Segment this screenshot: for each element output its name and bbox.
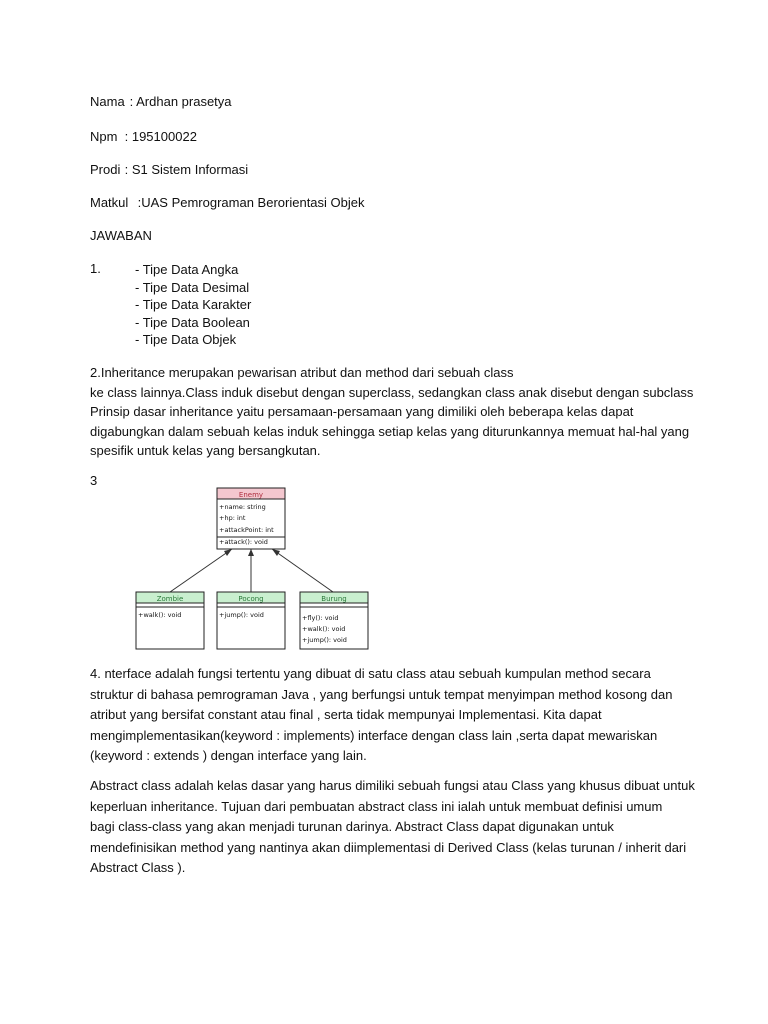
inheritance-arrowheads — [224, 549, 280, 556]
class-zombie-name: Zombie — [156, 595, 184, 603]
matkul-label: Matkul — [90, 195, 129, 210]
abstract-line: mendefinisikan method yang nantinya akan diimplementasi di Derived Class (kelas turunan / inherit dari — [90, 839, 687, 855]
q2-line: Prinsip dasar inheritance yaitu persamaan-persamaan yang dimiliki oleh beberapa kelas dapat — [90, 404, 634, 419]
npm-value: : 195100022 — [124, 129, 197, 144]
prodi-value: : S1 Sistem Informasi — [124, 162, 249, 177]
q1-item: - Tipe Data Desimal — [135, 279, 250, 295]
zombie-inheritance-line — [170, 549, 232, 592]
jawaban-heading: JAWABAN — [90, 228, 152, 243]
abstract-paragraph — [90, 776, 695, 879]
burung-arrowhead — [272, 549, 280, 556]
npm-label: Npm — [90, 129, 118, 144]
class-enemy-name: Enemy — [238, 491, 264, 499]
q4-line: 4. nterface adalah fungsi tertentu yang dibuat di satu class atau sebuah kumpulan method secara — [90, 666, 651, 681]
burung-method: +walk(): void — [302, 625, 346, 633]
q1-number: 1. — [90, 261, 101, 276]
class-pocong — [217, 592, 285, 649]
q4-line: struktur di bahasa pemrograman Java , yang berfungsi untuk tempat menyimpan method kosong dan — [90, 686, 673, 702]
pocong-method: +jump(): void — [219, 611, 264, 619]
pocong-arrowhead — [248, 549, 254, 556]
nama-label: Nama — [90, 94, 125, 109]
q4-line: mengimplementasikan(keyword : implements) interface dengan class lain ,serta dapat mewariskan — [90, 727, 658, 743]
abstract-line: bagi class-class yang akan menjadi turunan darinya. Abstract Class dapat digunakan untuk — [90, 819, 614, 834]
abstract-line: Abstract Class ). — [90, 860, 186, 875]
matkul-value: :UAS Pemrograman Berorientasi Objek — [137, 195, 365, 210]
burung-method: +jump(): void — [302, 636, 347, 644]
q1-item: - Tipe Data Boolean — [135, 314, 250, 330]
burung-method: +fly(): void — [302, 614, 339, 622]
burung-inheritance-line — [272, 549, 333, 592]
q2-line: spesifik untuk kelas yang bersangkutan. — [90, 443, 321, 458]
prodi-label: Prodi — [90, 162, 121, 177]
q2-line: 2.Inheritance merupakan pewarisan atribut dan method dari sebuah class — [90, 365, 514, 380]
class-burung — [300, 592, 368, 649]
q4-paragraph — [90, 664, 690, 767]
abstract-line: keperluan inheritance. Tujuan dari pembuatan abstract class ini ialah untuk membuat definisi umum — [90, 798, 663, 814]
zombie-arrowhead — [224, 549, 232, 556]
enemy-attr: +name: string — [219, 503, 266, 511]
q1-item: - Tipe Data Karakter — [135, 297, 252, 312]
enemy-attr: +hp: int — [219, 514, 246, 522]
q4-line: atribut yang bersifat constant atau final , serta tidak mempunyai Implementasi. Kita dapat — [90, 707, 602, 722]
q3-number: 3 — [90, 473, 98, 488]
abstract-line: Abstract class adalah kelas dasar yang harus dimiliki sebuah fungsi atau Class yang khusus dibuat untuk — [90, 778, 695, 793]
class-burung-name: Burung — [321, 595, 347, 603]
q4-line: (keyword : extends ) dengan interface yang lain. — [90, 748, 367, 763]
enemy-method: +attack(): void — [219, 538, 268, 546]
class-pocong-name: Pocong — [238, 595, 264, 603]
q1-item: - Tipe Data Angka — [135, 262, 239, 277]
nama-value: : Ardhan prasetya — [129, 94, 232, 109]
class-enemy — [217, 488, 285, 549]
zombie-method: +walk(): void — [138, 611, 182, 619]
q1-item: - Tipe Data Objek — [135, 332, 237, 347]
class-zombie — [136, 592, 204, 649]
q2-line: digabungkan dalam sebuah kelas induk sehingga setiap kelas yang diturunkannya memuat hal-hal yang — [90, 423, 690, 439]
q2-line: ke class lainnya.Class induk disebut dengan superclass, sedangkan class anak disebut dengan subclass — [90, 384, 694, 400]
enemy-attr: +attackPoint: int — [219, 526, 274, 534]
